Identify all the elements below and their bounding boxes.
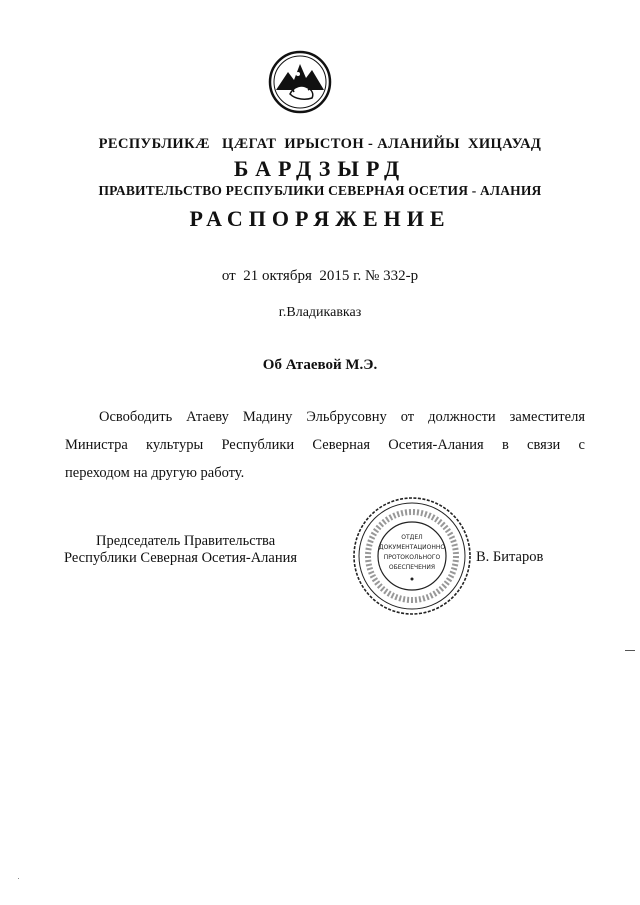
stamp-line-4: ОБЕСПЕЧЕНИЯ [388, 564, 436, 571]
stamp-line-3: ПРОТОКОЛЬНОГО [383, 554, 441, 561]
coat-of-arms-icon [268, 50, 332, 114]
header-government-line: ПРАВИТЕЛЬСТВО РЕСПУБЛИКИ СЕВЕРНАЯ ОСЕТИЯ - АЛАНИЯ [98, 183, 542, 198]
signer-title-line-1: Председатель Правительства [96, 533, 276, 549]
document-date: от 21 октября 2015 г. № 332-р [221, 268, 419, 284]
body-line-3: переходом на другую работу. [65, 465, 245, 481]
official-seal-icon [350, 494, 474, 618]
document-type-title: РАСПОРЯЖЕНИЕ [189, 206, 451, 231]
margin-mark [625, 650, 635, 651]
stamp-line-2: ДОКУМЕНТАЦИОННО [378, 544, 446, 551]
body-line-1: Освободить Атаеву Мадину Эльбрусовну от должности заместителя [99, 409, 585, 425]
body-line-2: Министра культуры Республики Северная Осетия-Алания в связи с [65, 437, 585, 453]
document-subject: Об Атаевой М.Э. [262, 357, 378, 373]
signer-title-line-2: Республики Северная Осетия-Алания [64, 550, 298, 566]
signer-name: В. Битаров [476, 549, 544, 565]
header-bardzyrd: БАРДЗЫРД [233, 156, 407, 181]
document-city: г.Владикавказ [278, 305, 362, 320]
header-ossetian-line: РЕСПУБЛИКÆ ЦÆГАТ ИРЫСТОН - АЛАНИЙЫ ХИЦАУАД [98, 136, 542, 152]
stamp-line-1: ОТДЕЛ [401, 534, 423, 541]
scan-speck [18, 878, 19, 879]
